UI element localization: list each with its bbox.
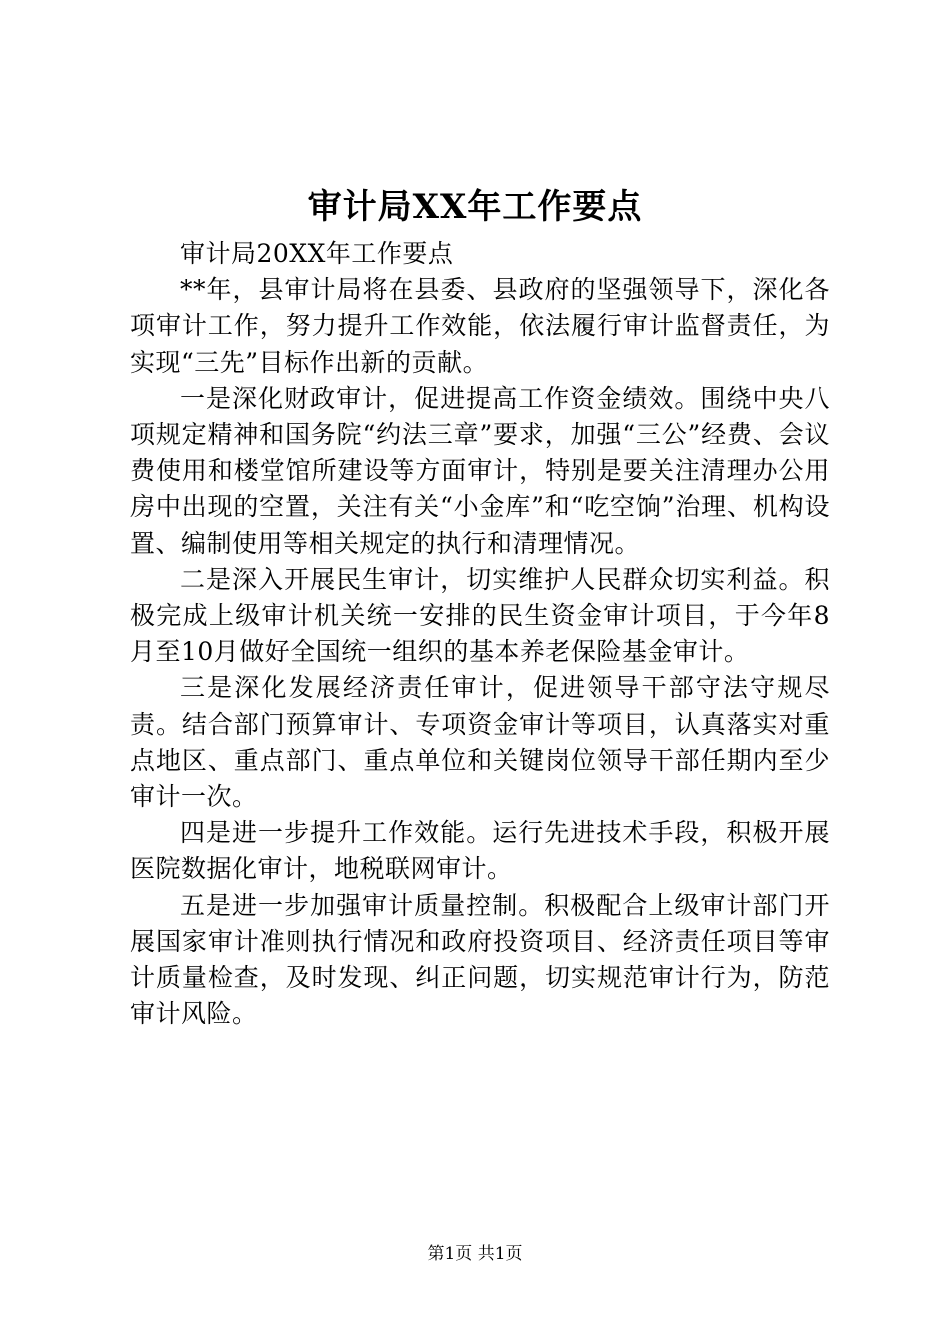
paragraph-point-1: 一是深化财政审计，促进提高工作资金绩效。围绕中央八项规定精神和国务院“约法三章”要求，加强“三公”经费、会议费使用和楼堂馆所建设等方面审计，特别是要关注清理办公用房中出现的空置，关注有关“小金库”和“吃空饷”治理、机构设置、编制使用等相关规定的执行和清理情况。 xyxy=(130,383,830,558)
paragraph-point-2: 二是深入开展民生审计，切实维护人民群众切实利益。积极完成上级审计机关统一安排的民生资金审计项目，于今年8月至10月做好全国统一组织的基本养老保险基金审计。 xyxy=(130,564,830,667)
paragraph-intro: **年，县审计局将在县委、县政府的坚强领导下，深化各项审计工作，努力提升工作效能，依法履行审计监督责任，为实现“三先”目标作出新的贡献。 xyxy=(130,275,830,377)
paragraph-point-4: 四是进一步提升工作效能。运行先进技术手段，积极开展医院数据化审计，地税联网审计。 xyxy=(130,818,830,884)
paragraph-point-3: 三是深化发展经济责任审计，促进领导干部守法守规尽责。结合部门预算审计、专项资金审计等项目，认真落实对重点地区、重点部门、重点单位和关键岗位领导干部任期内至少审计一次。 xyxy=(130,673,830,812)
page-footer: 第1页 共1页 xyxy=(427,1244,523,1264)
paragraph-subtitle: 审计局20XX年工作要点 xyxy=(180,239,454,268)
paragraph-point-5: 五是进一步加强审计质量控制。积极配合上级审计部门开展国家审计准则执行情况和政府投资项目、经济责任项目等审计质量检查，及时发现、纠正问题，切实规范审计行为，防范审计风险。 xyxy=(130,890,830,1029)
document-body xyxy=(130,236,830,1032)
document-title: 审计局XX年工作要点 xyxy=(307,187,643,227)
